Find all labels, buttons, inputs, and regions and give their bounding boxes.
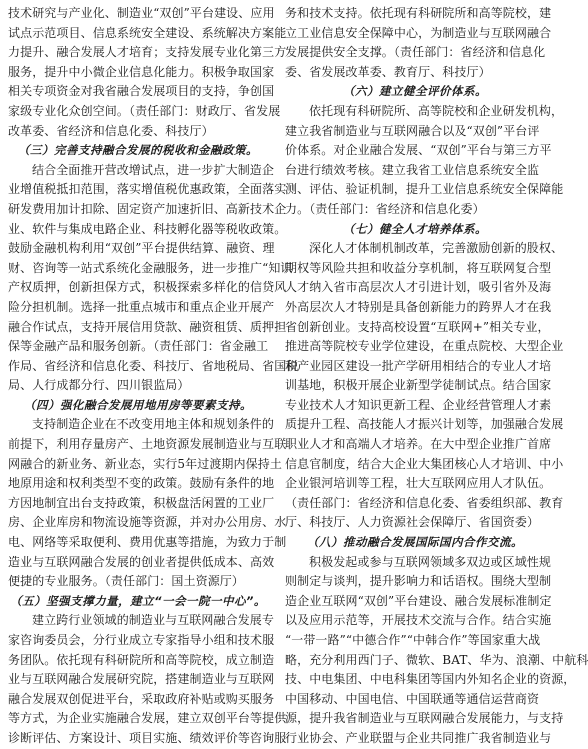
text-line: 训基地，积极开展企业新型学徒制试点。结合国家 — [285, 378, 552, 393]
text-line: 以及应用示范等，开展技术交流与合作。结合实施 — [285, 613, 552, 628]
text-line: 电、网络等采取便利、费用优惠等措施，为致力于制 — [8, 535, 287, 550]
text-line: 家级专业化众创空间。（责任部门：财政厅、省发展 — [8, 103, 281, 118]
text-line: 则制定与谈判，提升影响力和话语权。围绕大型制 — [285, 574, 552, 589]
text-line: 诊断评估、方案设计、项目实施、绩效评价等咨询服 — [8, 730, 287, 745]
text-line: 源，提升我省制造业与互联网融合发展能力，与支持 — [285, 711, 564, 726]
text-line: 发展提供安全支撑。（责任部门：省经济和信息化 — [285, 45, 546, 60]
text-line: 中国移动、中国电信、中国联通等通信运营商资 — [285, 691, 540, 706]
text-line: 地原用途和权利类型不变的政策。鼓励有条件的地 — [8, 476, 275, 491]
text-line: 鼓励金融机构利用“双创”平台提供结算、融资、理 — [8, 241, 275, 256]
text-line: 深化人才体制机制改革，完善激励创新的股权、 — [309, 241, 564, 256]
text-line: 相关专项资金对我省融合发展项目的支持，争创国 — [8, 84, 275, 99]
section-heading: （五）坚强支撑力量，建立“一会一院一中心”。 — [10, 593, 266, 608]
text-line: 财、咨询等一站式系统化金融服务，进一步推广“知识 — [8, 260, 293, 275]
text-line: 技、中电集团、中电科集团等国内外知名企业的资源， — [285, 672, 576, 687]
text-line: 专业技术人才知识更新工程、企业经营管理人才素 — [285, 397, 552, 412]
text-line: 局、人行成都分行、四川银监局） — [8, 378, 190, 393]
text-line: 测、评估、验证机制，提升工业信息系统安全保障能 — [285, 182, 564, 197]
text-line: 融合作试点，支持开展信用贷款、融资租赁、质押担 — [8, 319, 287, 334]
text-line: 质提升工程、高技能人才振兴计划等，加强融合发展 — [285, 417, 564, 432]
text-line: 网融合的新业务、新业态，实行5年过渡期内保持土 — [8, 456, 282, 471]
text-line: 推进高等院校专业学位建设，在重点院校、大型企业 — [285, 339, 564, 354]
text-line: 价体系。对企业融合发展、“双创”平台与第三方平 — [285, 143, 552, 158]
text-line: 外高层次人才特别是具备创新能力的跨界人才在我 — [285, 299, 552, 314]
text-line: 立工业信息安全保障中心，为制造业与互联网融合 — [285, 25, 552, 40]
text-line: 家咨询委员会，分行业成立专家指导小组和技术服 — [8, 633, 275, 647]
text-line: 保等金融产品和服务创新。（责任部门：省金融工 — [8, 339, 269, 354]
text-line: 依托现有科研院所、高等院校和企业研发机构， — [309, 103, 564, 118]
text-line: 业与互联网融合发展研究院，搭建制造业与互联网 — [8, 672, 275, 687]
text-line: 造业与互联网融合发展的创业者提供低成本、高效 — [8, 554, 275, 569]
section-heading: （六）建立健全评价体系。 — [343, 84, 487, 99]
text-line: 职业人才和高端人才培养。在大中型企业推广首席 — [285, 437, 552, 452]
text-line: 务团队。依托现有科研院所和高等院校，成立制造 — [8, 652, 275, 667]
text-line: 融合发展双创促进平台，采取政府补贴或购买服务 — [8, 691, 275, 706]
text-line: 房、企业库房和物流设施等资源，并对办公用房、水 — [8, 515, 287, 530]
text-line: 支持制造企业在不改变用地主体和规划条件的 — [32, 417, 275, 432]
text-line: 研发费用加计扣除、固定资产加速折旧、高新技术企 — [8, 201, 287, 216]
section-heading: （八）推动融合发展国际国内合作交流。 — [307, 535, 523, 550]
text-line: 期权等风险共担和收益分享机制，将互联网复合型 — [285, 260, 552, 275]
text-line: 企业银河培训等工程，壮大互联网应用人才队伍。 — [285, 476, 552, 491]
text-line: 造企业互联网“双创”平台建设、融合发展标准制定 — [285, 593, 552, 608]
text-line: 结合全面推开营改增试点，进一步扩大制造企 — [32, 162, 275, 177]
text-line: 厅、科技厅、人力资源社会保障厅、省国资委） — [285, 515, 540, 530]
left-column — [8, 4, 299, 749]
text-line: 技术研究与产业化、制造业“双创”平台建设、应用 — [8, 6, 275, 20]
text-line: 试点示范项目、信息系统安全建设、系统解决方案能 — [8, 25, 287, 40]
text-line: 信息官制度，结合大企业大集团核心人才培训、中小 — [285, 456, 564, 471]
text-line: 建立我省制造业与互联网融合以及“双创”平台评 — [285, 123, 540, 138]
section-heading: （七）健全人才培养体系。 — [343, 221, 487, 236]
text-line: “一带一路”“中德合作”“中韩合作”等国家重大战 — [285, 633, 541, 647]
text-line: 服务，提升中小微企业信息化能力。积极争取国家 — [8, 64, 275, 79]
text-line: 省创新创业。支持高校设置“互联网+”相关专业， — [285, 319, 550, 334]
section-heading: （三）完善支持融合发展的税收和金融政策。 — [18, 143, 258, 158]
text-line: 便捷的专业服务。（责任部门：国土资源厅） — [8, 574, 245, 589]
text-line: 人才纳入省市高层次人才引进计划，吸引省外及海 — [285, 280, 552, 295]
text-line: （责任部门：省经济和信息化委、省委组织部、教育 — [285, 495, 564, 510]
text-line: 台进行绩效考核。建立我省工业信息系统安全监 — [285, 162, 540, 177]
text-line: 改革委、省经济和信息化委、科技厅） — [8, 123, 214, 138]
text-line: 前提下，利用存量房产、土地资源发展制造业与互联 — [8, 437, 287, 452]
text-line: 建立跨行业领域的制造业与互联网融合发展专 — [32, 613, 275, 628]
text-line: 作局、省经济和信息化委、科技厅、省地税局、省国税 — [8, 358, 299, 373]
text-line: 等方式，为企业实施融合发展，建立双创平台等提供 — [8, 711, 287, 726]
text-line: 产权质押，创新担保方式，积极探索多样化的信贷风 — [8, 280, 287, 295]
text-line: 行业协会、产业联盟与企业共同推广我省制造业与 — [285, 730, 552, 745]
text-line: 力提升、融合发展人才培育；支持发展专业化第三方 — [8, 45, 287, 60]
text-line: 险分担机制。选择一批重点城市和重点企业开展产 — [8, 299, 275, 314]
text-line: 业增值税抵扣范围，落实增值税优惠政策，全面落实 — [8, 182, 287, 197]
text-line: 委、省发展改革委、教育厅、科技厅） — [285, 64, 491, 79]
text-line: 和产业园区建设一批产学研用相结合的专业人才培 — [285, 358, 552, 373]
text-line: 务和技术支持。依托现有科研院所和高等院校，建 — [285, 6, 552, 20]
text-line: 力。（责任部门：省经济和信息化委） — [285, 201, 485, 216]
text-line: 积极发起或参与互联网领域多双边或区域性规 — [309, 554, 552, 569]
text-line: 业、软件与集成电路企业、科技孵化器等税收政策。 — [8, 221, 287, 236]
text-line: 略，充分利用西门子、微软、BAT、华为、浪潮、中航科 — [285, 652, 588, 667]
text-line: 方因地制宜出台支持政策，积极盘活闲置的工业厂 — [8, 495, 275, 510]
right-column — [285, 4, 588, 749]
section-heading: （四）强化融合发展用地用房等要素支持。 — [24, 397, 252, 412]
